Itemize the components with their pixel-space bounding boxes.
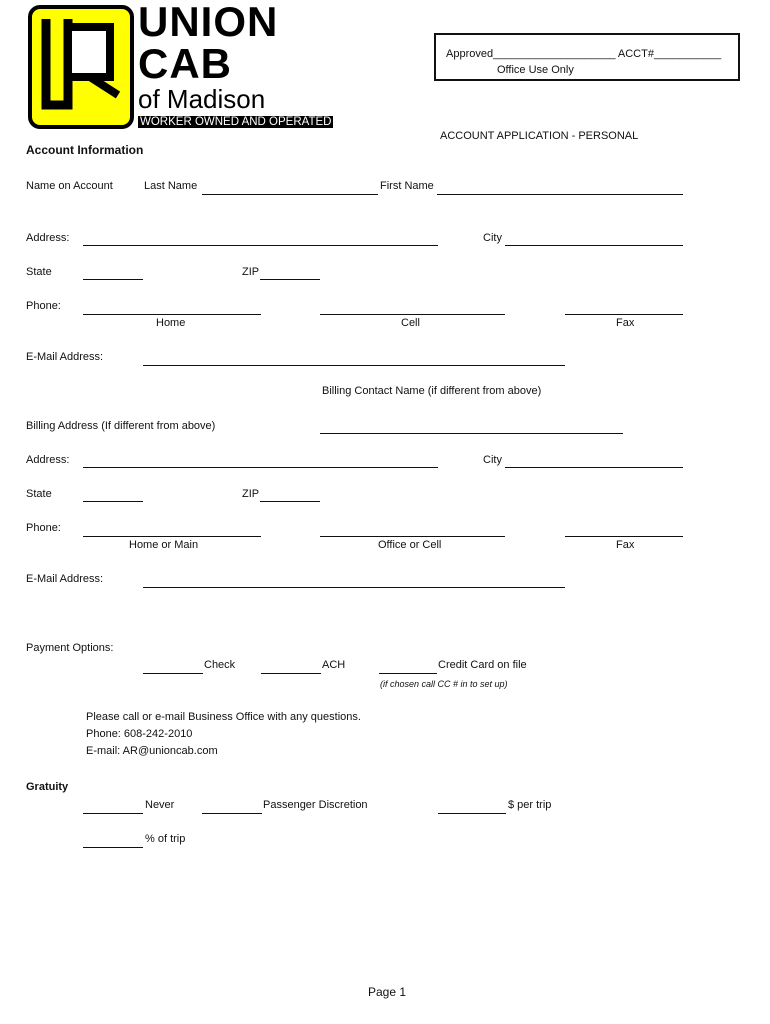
billing-fax-field[interactable] [565, 536, 683, 537]
billing-home-phone-field[interactable] [83, 536, 261, 537]
office-cell-label: Office or Cell [378, 539, 442, 551]
billing-zip-label: ZIP [242, 488, 260, 500]
billing-phone-label: Phone: [26, 522, 61, 534]
billing-city-label: City [483, 454, 502, 466]
phone-label: Phone: [26, 300, 61, 312]
billing-address-heading: Billing Address (If different from above) [26, 420, 216, 432]
contact-email: E-mail: AR@unioncab.com [86, 745, 218, 757]
page-number: Page 1 [368, 985, 407, 999]
billing-office-phone-field[interactable] [320, 536, 505, 537]
home-label: Home [156, 317, 186, 329]
logo-cab: CAB [138, 40, 232, 87]
contact-phone: Phone: 608-242-2010 [86, 728, 193, 740]
company-logo [28, 5, 134, 129]
ach-label: ACH [322, 659, 346, 671]
cell-phone-field[interactable] [320, 314, 505, 315]
billing-address-label: Address: [26, 454, 70, 466]
fax-field[interactable] [565, 314, 683, 315]
billing-fax-label: Fax [616, 539, 635, 551]
billing-email-field[interactable] [143, 587, 565, 588]
cell-label: Cell [401, 317, 420, 329]
fax-label: Fax [616, 317, 635, 329]
never-label: Never [145, 799, 175, 811]
first-name-label: First Name [380, 180, 434, 192]
email-field[interactable] [143, 365, 565, 366]
billing-city-field[interactable] [505, 467, 683, 468]
billing-email-label: E-Mail Address: [26, 573, 104, 585]
payment-heading: Payment Options: [26, 642, 114, 654]
city-label: City [483, 232, 502, 244]
credit-card-label: Credit Card on file [438, 659, 527, 671]
gratuity-heading: Gratuity [26, 781, 69, 793]
ach-option-field[interactable] [261, 673, 321, 674]
cc-note: (if chosen call CC # in to set up) [380, 679, 508, 689]
billing-address-field[interactable] [83, 467, 438, 468]
logo-union: UNION [138, 0, 279, 45]
check-label: Check [204, 659, 236, 671]
state-label: State [26, 266, 52, 278]
billing-contact-label: Billing Contact Name (if different from above) [322, 385, 542, 397]
billing-state-label: State [26, 488, 52, 500]
first-name-field[interactable] [437, 194, 683, 195]
billing-contact-field[interactable] [320, 433, 623, 434]
discretion-option-field[interactable] [202, 813, 262, 814]
zip-label: ZIP [242, 266, 260, 278]
per-trip-label: $ per trip [508, 799, 552, 811]
address-label: Address: [26, 232, 70, 244]
per-trip-option-field[interactable] [438, 813, 506, 814]
email-label: E-Mail Address: [26, 351, 104, 363]
home-phone-field[interactable] [83, 314, 261, 315]
billing-state-field[interactable] [83, 501, 143, 502]
billing-zip-field[interactable] [260, 501, 320, 502]
state-field[interactable] [83, 279, 143, 280]
zip-field[interactable] [260, 279, 320, 280]
logo-emblem-icon [28, 5, 134, 129]
percent-label: % of trip [145, 833, 186, 845]
credit-card-option-field[interactable] [379, 673, 437, 674]
form-title: ACCOUNT APPLICATION - PERSONAL [440, 130, 639, 142]
office-use-label: Office Use Only [497, 64, 574, 76]
discretion-label: Passenger Discretion [263, 799, 368, 811]
approved-acct-field: Approved____________________ ACCT#___________ [446, 48, 722, 60]
account-info-heading: Account Information [26, 143, 144, 157]
logo-of-madison: of Madison [138, 84, 266, 114]
contact-line-1: Please call or e-mail Business Office with any questions. [86, 711, 361, 723]
address-field[interactable] [83, 245, 438, 246]
check-option-field[interactable] [143, 673, 203, 674]
logo-tagline: WORKER OWNED AND OPERATED [140, 116, 332, 128]
last-name-label: Last Name [144, 180, 198, 192]
last-name-field[interactable] [202, 194, 378, 195]
home-main-label: Home or Main [129, 539, 199, 551]
percent-option-field[interactable] [83, 847, 143, 848]
name-on-account-label: Name on Account [26, 180, 113, 192]
never-option-field[interactable] [83, 813, 143, 814]
city-field[interactable] [505, 245, 683, 246]
